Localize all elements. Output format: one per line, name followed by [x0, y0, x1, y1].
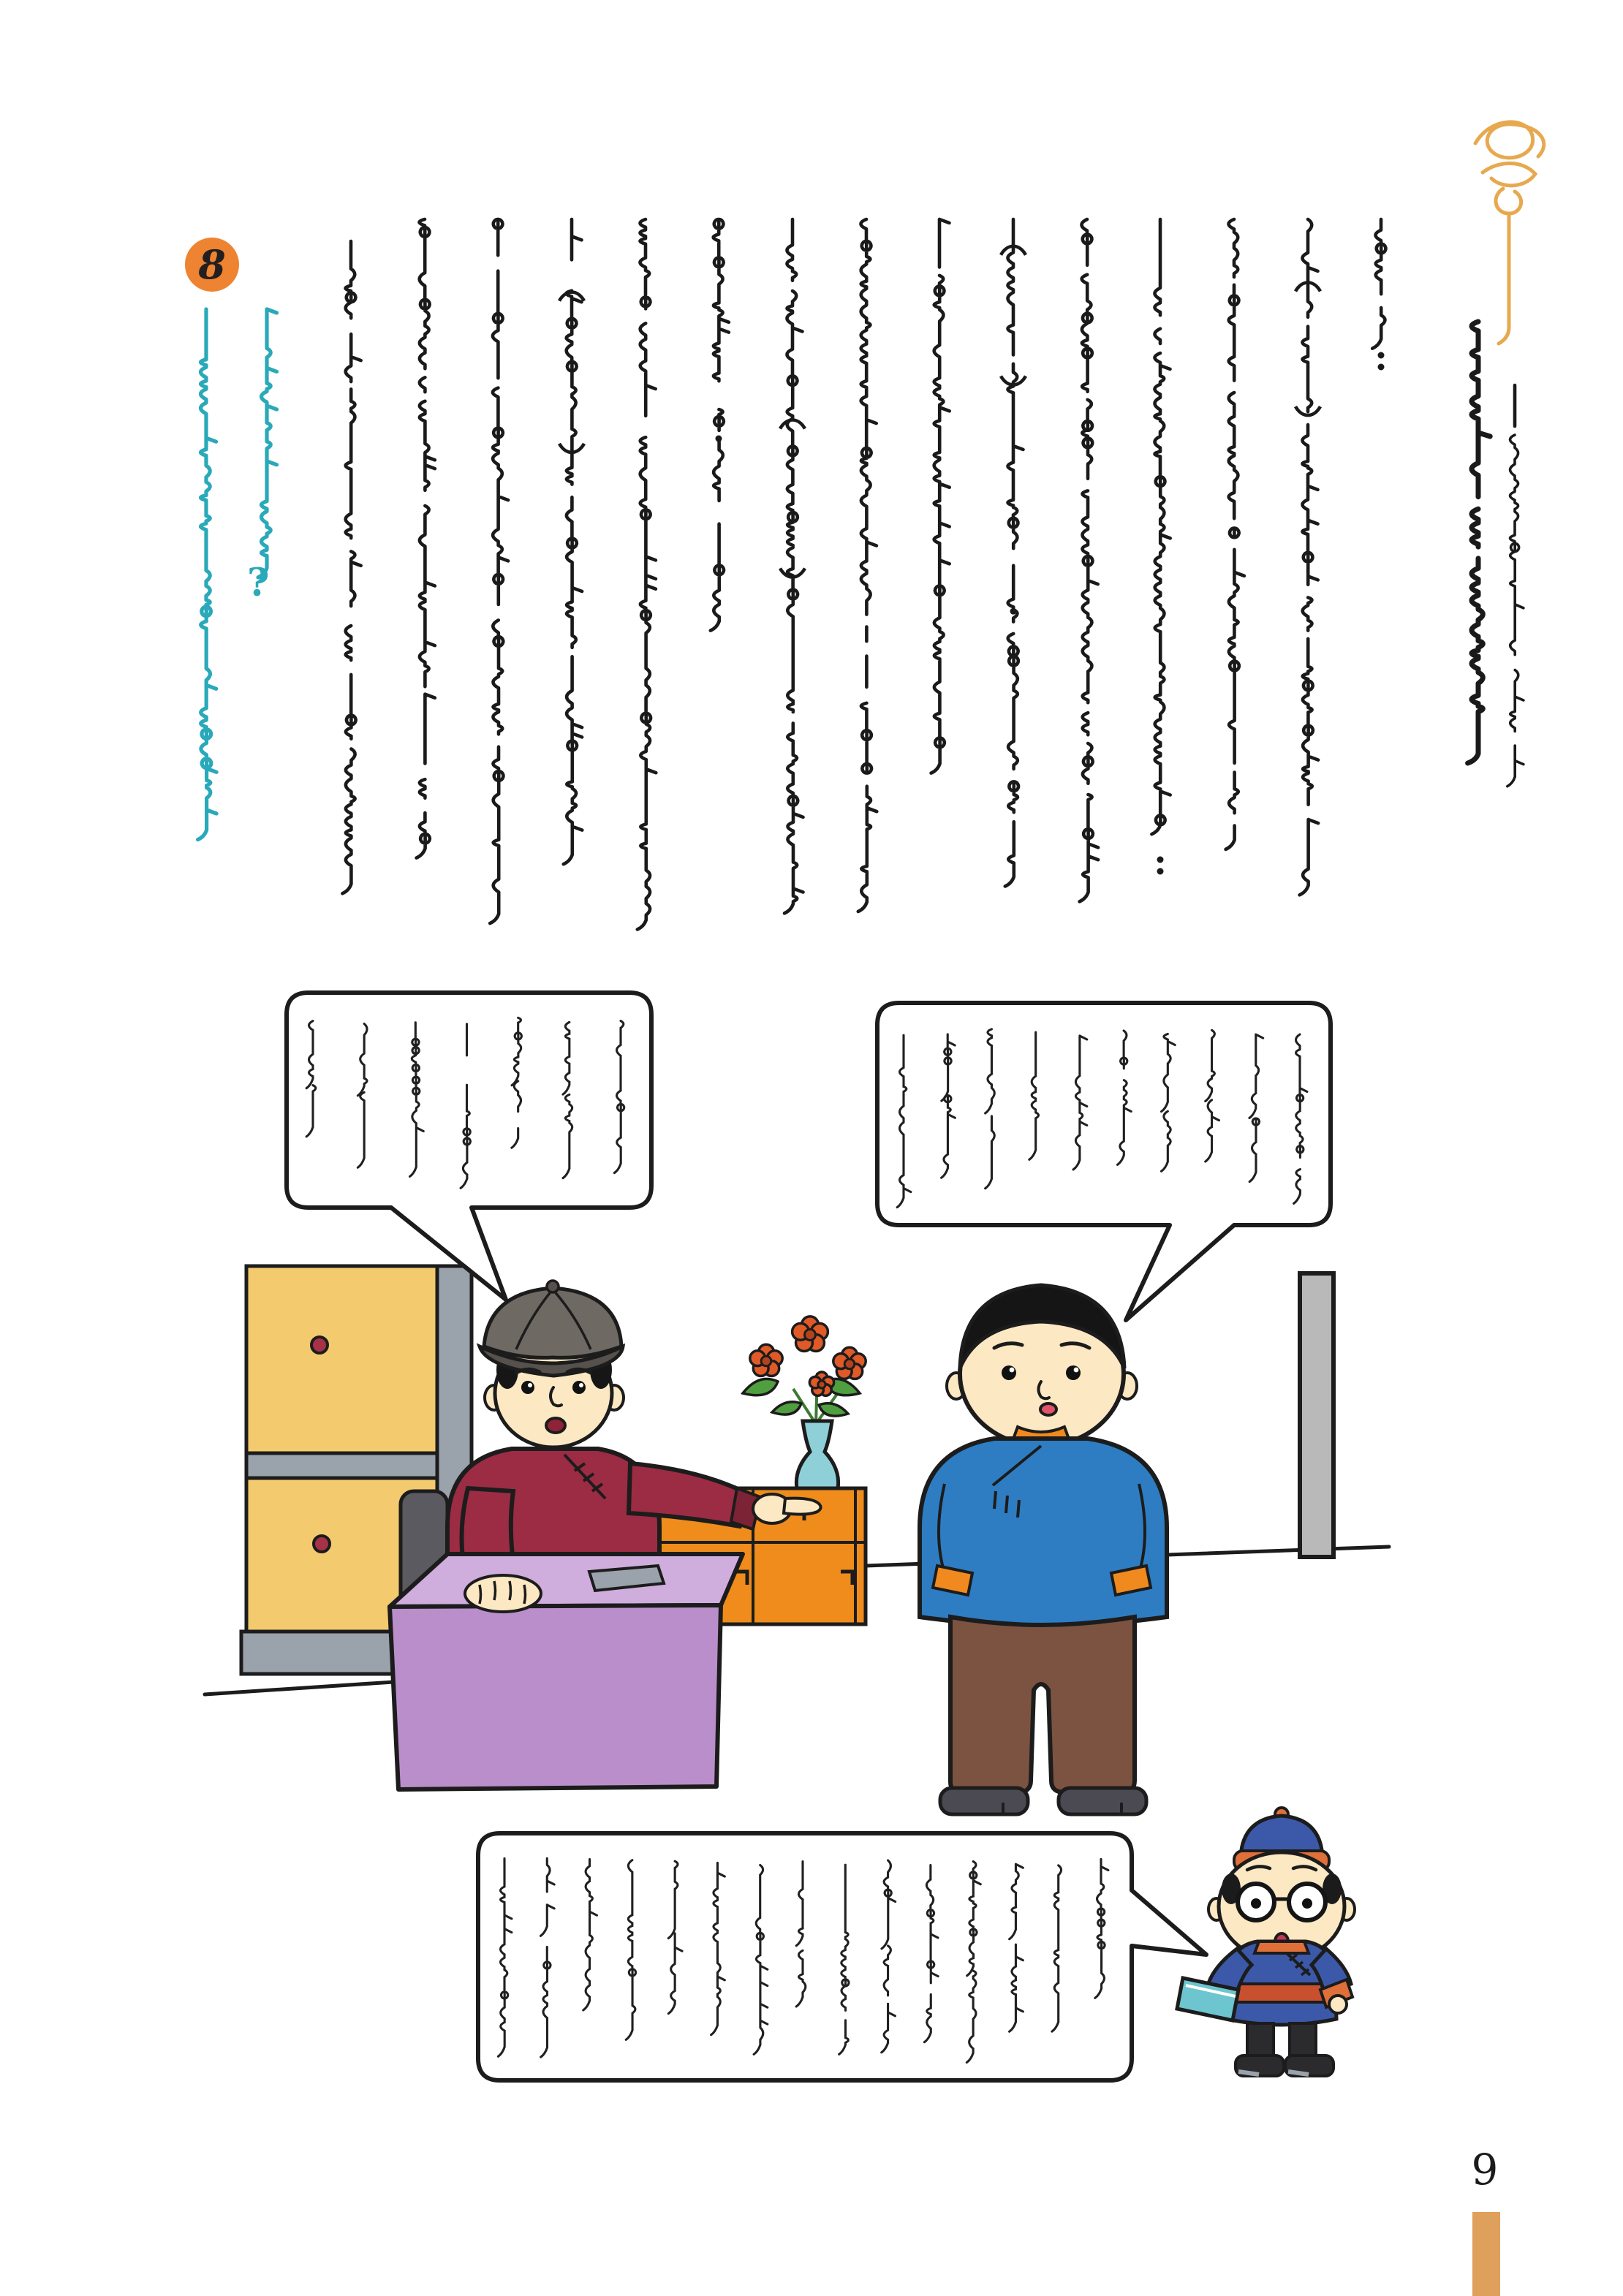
speech-bubble-shopkeeper — [287, 993, 651, 1300]
body-text-column — [858, 219, 877, 912]
flower-vase — [743, 1316, 866, 1488]
unit-subtitle-column — [1507, 385, 1524, 787]
page-edge-bar — [1472, 2212, 1500, 2296]
shop-illustration — [205, 993, 1389, 2080]
body-text-column — [638, 219, 657, 929]
customer-jacket — [920, 1439, 1167, 1626]
speech-bubble-mascot — [478, 1833, 1206, 2080]
flower-blossom — [792, 1316, 828, 1352]
flower-leaves — [743, 1379, 860, 1416]
unit-title-column — [1468, 322, 1491, 763]
body-text-column — [559, 219, 584, 864]
customer — [920, 1285, 1167, 1814]
shopkeeper-hand-on-counter — [465, 1575, 541, 1612]
unit-header-text — [1468, 322, 1524, 787]
shop-counter — [390, 1554, 743, 1789]
body-text-column — [1226, 219, 1244, 849]
page-number: 9 — [1471, 2145, 1499, 2194]
body-text-block — [342, 219, 1385, 929]
question-text-column — [198, 309, 217, 840]
wardrobe-knob — [311, 1337, 328, 1353]
body-text-column — [780, 219, 805, 913]
question-mark: ? — [247, 561, 270, 605]
customer-shoes — [940, 1788, 1146, 1814]
speech-bubble-customer — [877, 1003, 1331, 1320]
shopkeeper-head — [480, 1281, 624, 1447]
body-text-column — [711, 219, 729, 631]
mascot-boy — [1177, 1808, 1355, 2076]
mascot-sash — [1225, 1984, 1336, 2002]
body-text-column — [342, 241, 360, 893]
door-frame-pillar — [1300, 1273, 1333, 1557]
flower-blossom — [833, 1347, 866, 1379]
body-text-column — [1372, 219, 1385, 371]
flower-blossom — [750, 1344, 782, 1376]
body-text-column — [1295, 219, 1320, 895]
gold-ornament-icon — [1475, 122, 1544, 344]
vase-body — [796, 1421, 838, 1488]
body-text-column — [1080, 219, 1099, 901]
body-text-column — [417, 219, 435, 858]
body-text-column — [931, 219, 950, 773]
body-text-column — [490, 219, 508, 923]
mascot-shoes — [1236, 2056, 1333, 2076]
body-text-column — [1151, 219, 1170, 875]
lesson-number: 8 — [198, 241, 226, 288]
body-text-column — [1001, 219, 1026, 887]
question-text-column — [258, 309, 277, 577]
customer-pants — [950, 1617, 1135, 1792]
flower-blossom — [809, 1372, 833, 1395]
lesson-number-badge — [185, 238, 239, 292]
wardrobe-knob — [314, 1536, 330, 1552]
